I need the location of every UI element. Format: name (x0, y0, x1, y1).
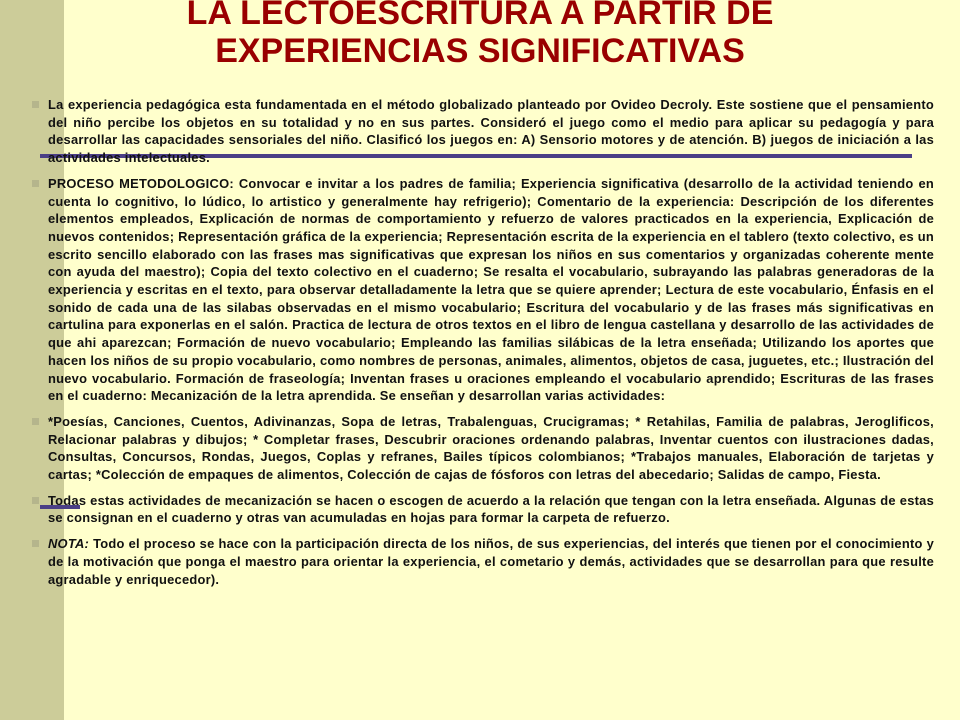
slide-title (80, 0, 880, 70)
square-bullet-icon (32, 540, 39, 547)
bullet-text: Todas estas actividades de mecanización se hacen o escogen de acuerdo a la relación que tengan con la letra enseñada. Algunas de estas se consignan en el cuaderno y otras van acumuladas en hojas para formar la carpeta de refuerzo. (48, 492, 934, 526)
bullet-text: *Poesías, Canciones, Cuentos, Adivinanzas, Sopa de letras, Trabalenguas, Crucigramas; * Retahilas, Familia de palabras, Jeroglificos, Relacionar palabras y dibujos; * Completar frases, Descubrir oraciones ordenando palabras, Inventar cuentos con ilustraciones dadas, Consultas, Concursos, Rondas, Juegos, Coplas y refranes, Bailes típicos colombianos; *Trabajos manuales, Elaboración de tarjetas y cartas; *Colección de empaques de alimentos, Colección de cajas de fósforos con letras del abecedario; Salidas de campo, Fiesta. (48, 413, 934, 483)
slide-title-line-1: LA LECTOESCRITURA A PARTIR DE (186, 0, 774, 32)
bullet-item-proceso (48, 175, 934, 405)
slide-body (48, 96, 934, 596)
square-bullet-icon (32, 180, 39, 187)
bullet-text: La experiencia pedagógica esta fundamentada en el método globalizado planteado por Ovideo Decroly. Este sostiene que el pensamiento del niño percibe los objetos en su totalidad y no en sus partes. Consideró el juego como el medio para aplicar su pedagogía y para desarrollar las capacidades sensoriales del niño. Clasificó los juegos en: A) Sensorio motores y de atención. B) juegos de iniciación a las actividades intelectuales. (48, 97, 934, 166)
bullet-item-actividades (48, 413, 934, 484)
note-label: NOTA: (48, 536, 90, 552)
square-bullet-icon (32, 497, 39, 504)
bullet-text: Todo el proceso se hace con la participación directa de los niños, de sus experiencias, del interés que tienen por el conocimiento y de la motivación que ponga el maestro para orientar la experiencia, el cometario y demás, actividades que se desarrollan para que resulte agradable y enriquecedor). (48, 536, 934, 587)
bullet-item-decroly (48, 96, 934, 167)
square-bullet-icon (32, 418, 39, 425)
bullet-item-nota (48, 535, 934, 588)
slide-title-line-2: EXPERIENCIAS SIGNIFICATIVAS (215, 32, 745, 70)
square-bullet-icon (32, 101, 39, 108)
bullet-text: PROCESO METODOLOGICO: Convocar e invitar a los padres de familia; Experiencia significativa (desarrollo de la actividad teniendo en cuenta lo cognitivo, lo lúdico, lo artistico y generalmente hay refrigerio); Comentario de la experiencia: Descripción de los diferentes elementos empleados, Explicación de normas de comportamiento y refuerzo de valores practicados en la experiencia, Explicación de nuevos contenidos; Representación gráfica de la experiencia; Representación escrita de la experiencia en el tablero (texto colectivo, es un escrito sencillo elaborado con las frases mas significativas que expresan los niños en sus comentarios y organizadas coherente mente con ayuda del maestro); Copia del texto colectivo en el cuaderno; Se resalta el vocabulario, subrayando las palabras generadoras de la experiencia y escritas en el texto, para observar detalladamente la letra que se quiere aprender; Lectura de este vocabulario, Énfasis en el sonido de cada una de las silabas observadas en el mismo vocabulario; Escritura del vocabulario y de las frases más significativas en cartulina para exponerlas en el salón. Practica de lectura de otros textos en el libro de lengua castellana y desarrollo de las actividades de que ahi aparezcan; Formación de nuevo vocabulario; Empleando las familias silábicas de la letra enseñada; Utilizando los aportes que hacen los niños de su propio vocabulario, como nombres de personas, animales, alimentos, objetos de casa, juguetes, etc.; Ilustración del nuevo vocabulario. Formación de fraseología; Inventan frases u oraciones empleando el vocabulario aprendido; Escrituras de las frases en el cuaderno: Mecanización de la letra aprendida. Se enseñan y desarrollan varias actividades: (48, 175, 934, 404)
bullet-item-mecanizacion (48, 492, 934, 527)
